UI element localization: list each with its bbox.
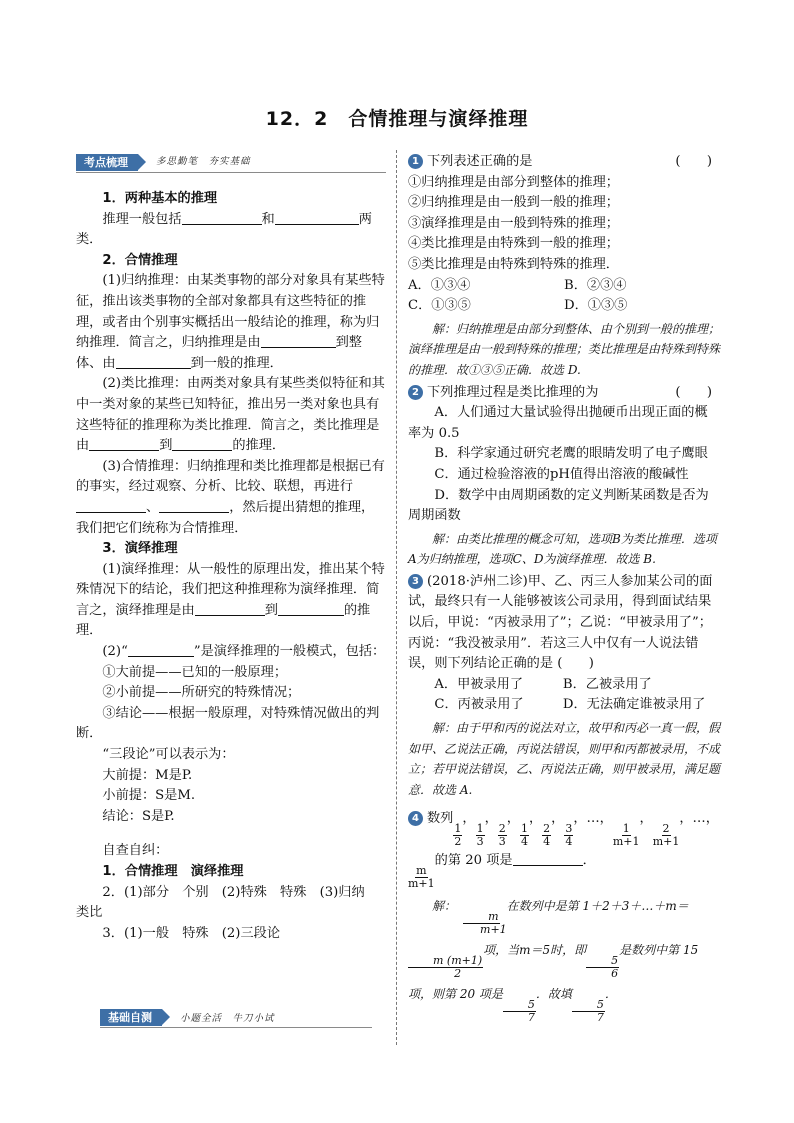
syllogism-line: 大前提：M是P. [102,767,193,783]
option-b: B．②③④ [564,277,627,293]
fraction: $\frac{m}{m+1}$ [456,911,507,936]
paragraph-induction: (1)归纳推理：由某类事物的部分对象具有某些特征，推出该类事物的全部对象都具有这些特征的推理，或者由个别事实概括出一般结论的推理，称为归纳推理．简言之，归纳推理是由 到整体、由 到一般的推理． [76,273,385,371]
self-check-answer: 2．(1)部分 个别 (2)特殊 特殊 (3)归纳 类比 [76,884,378,921]
list-item: ①归纳推理是由部分到整体的推理； [408,174,619,190]
sequence-term: $\frac{3}{4}$ [565,822,573,849]
paragraph-analogy: (2)类比推理：由两类对象具有某些类似特征和其中一类对象的某些已知特征，推出另一类对象也具有这些特征的推理称为类比推理．简言之，类比推理是由 到 的推理． [76,376,385,454]
heading-plausible-reasoning: 2．合情推理 [102,252,178,268]
section-banner [76,152,386,173]
options-row [408,675,720,696]
option-c: C．丙被录用了 [434,697,524,713]
fraction: $\frac{m (m+1)}{2}$ [408,955,483,980]
banner-tag: 考点梳理 [76,154,138,171]
answer-blank [116,354,191,369]
solution-text: 解：由于甲和丙的说法对立，故甲和丙必一真一假，假如甲、乙说法正确，丙说法错误，则甲和丙都被录用，不成立；若甲说法错误，乙、丙说法正确，则甲被录用，满足题意．故选 A. [408,721,721,797]
answer-blank [172,436,232,451]
sequence-fractions: $\frac{1}{2}$ ， $\frac{1}{3}$ ， $\frac{2}{3}$ ， $\frac{1}{4}$ ， $\frac{2}{4}$ ， $\frac{3}{4}$ [454,811,573,849]
paragraph-continuation: 类． [76,232,103,248]
sequence-term: $\frac{2}{4}$ [543,822,551,849]
option-a: A．①③④ [408,277,471,293]
question-number-badge: 2 [408,385,423,400]
section-banner-basic-test [100,1007,372,1028]
banner-subtitle: 小题全活 牛刀小试 [180,1013,275,1024]
sequence-term: $\frac{2}{3}$ [498,822,506,849]
question-stem: (2018·泸州二诊)甲、乙、丙三人参加某公司的面试，最终只有一人能够被该公司录用，得到面试结果以后，甲说：“丙被录用了”；乙说：“甲被录用了”；丙说：“我没被录用”．若这三人中仅有一人说法错误，则下列结论正确的是 [408,573,713,672]
answer-bracket: ( ) [675,154,712,169]
question-number-badge: 1 [408,154,423,169]
answer-blank [159,498,229,513]
sequence-term: $\frac{1}{2}$ [454,822,462,849]
self-check-heading: 自查自纠： [102,843,169,859]
option-c: C．通过检验溶液的pH值得出溶液的酸碱性 [434,466,689,482]
syllogism-heading: “三段论”可以表示为： [102,747,235,763]
answer-blank [128,642,194,657]
fraction: $\frac{2}{m+1}$ [652,822,680,849]
column-divider [396,150,397,1045]
sequence-term: $\frac{1}{3}$ [476,822,484,849]
paragraph-syllogism-mode: (2)“ ”是演绎推理的一般模式，包括： [102,644,386,660]
answer-blank [89,436,159,451]
list-item: ⑤类比推理是由特殊到特殊的推理． [408,256,619,272]
option-b: B．乙被录用了 [562,676,652,692]
self-check-answer: 1．合情推理 演绎推理 [102,864,244,879]
fraction: $\frac{5}{7}$ [572,999,605,1024]
option-a: A．甲被录用了 [434,676,524,692]
syllogism-line: 小前提：S是M. [102,788,196,804]
option-b: B．科学家通过研究老鹰的眼睛发明了电子鹰眼 [434,446,708,462]
fraction: $\frac{5}{7}$ [503,999,536,1024]
answer-bracket: ( ) [675,384,712,400]
question-1 [408,152,720,381]
right-column [408,152,720,1026]
answer-blank [195,601,265,616]
banner-subtitle: 多思勤笔 夯实基础 [156,155,251,167]
fraction: $\frac{1}{m+1}$ [612,822,640,849]
left-column [76,152,386,944]
question-2 [408,383,720,570]
question-stem: 下列表述正确的是 [427,154,533,169]
answer-blank [513,851,583,866]
options-row [408,296,720,317]
question-number-badge: 3 [408,574,423,589]
solution-text: 解：由类比推理的概念可知，选项B为类比推理．选项A为归纳推理，选项C、D为演绎推理．故选 B. [408,531,717,567]
answer-blank [261,333,336,348]
banner-tag: 基础自测 [100,1009,162,1026]
question-stem: 下列推理过程是类比推理的为 [427,384,599,400]
paragraph-deduction: (1)演绎推理：从一般性的原理出发，推出某个特殊情况下的结论，我们把这种推理称为演绎推理．简言之，演绎推理是由 到 的推理． [76,561,385,639]
sequence-term: $\frac{1}{4}$ [520,822,528,849]
solution-text: 解：归纳推理是由部分到整体、由个别到一般的推理；演绎推理是由一般到特殊的推理；类比推理是由特殊到特殊的推理．故①③⑤正确．故选 D. [408,321,721,377]
page-title: 12．2 合情推理与演绎推理 [265,108,529,130]
option-d: D．无法确定谁被录用了 [562,697,706,713]
list-item: ②归纳推理是由一般到一般的推理； [408,195,619,211]
self-check-answer: 3．(1)一般 特殊 (2)三段论 [102,925,281,941]
fraction: $\frac{5}{6}$ [586,955,619,980]
syllogism-line: 结论：S是P. [102,808,175,824]
question-number-badge: 4 [408,811,423,826]
answer-blank [182,210,262,225]
option-d: D．数学中由周期函数的定义判断某函数是否为周期函数 [408,487,709,524]
option-c: C．①③⑤ [408,298,471,314]
options-row [408,695,720,716]
list-item: ②小前提——所研究的特殊情况； [102,685,301,701]
answer-bracket: ( ) [557,656,594,672]
fraction: $\frac{m}{m+1}$ [408,864,435,891]
question-4: 4 数列 $\frac{1}{2}$ ， $\frac{1}{3}$ ， $\frac{2}{3}$ ， $\frac{1}{4}$ ， $\frac{2}{4}$ ， $\frac{3}{4}$ ，…， $\frac{1}{m+1}$ ， $\frac{2}{m+1}$ ，…， $\frac{m}{m+1}$ 的第 20 项是 ． 解： $\frac{m}{m+1}$ 在数列中是第 1＋2＋3＋…＋m＝ $\frac{m (m+1)}{2}$ 项，当m＝5时，即 $\frac{5}{6}$ 是数列中第 15 项，则第 20 项是 $\frac{5}{7}$ ．故填 $\frac{5}{7}$ ． [408,811,719,1025]
solution-text: 解： $\frac{m}{m+1}$ 在数列中是第 1＋2＋3＋…＋m＝ $\frac{m (m+1)}{2}$ 项，当m＝5时，即 $\frac{5}{6}$ 是数列中第 15 项，则第 20 项是 $\frac{5}{7}$ ．故填 $\frac{5}{7}$ ． [408,899,699,1025]
heading-deductive-reasoning: 3．演绎推理 [102,541,178,557]
list-item: ④类比推理是由特殊到一般的推理； [408,236,619,252]
heading-basic-reasoning: 1．两种基本的推理 [102,191,218,206]
list-item: ③演绎推理是由一般到特殊的推理； [408,215,619,231]
option-d: D．①③⑤ [564,298,628,314]
list-item: ①大前提——已知的一般原理； [102,664,288,680]
paragraph-plausible: (3)合情推理：归纳推理和类比推理都是根据已有的事实，经过观察、分析、比较、联想，再进行、 ，然后提出猜想的推理，我们把它们统称为合情推理． [76,458,385,536]
answer-blank [76,498,146,513]
question-3 [408,572,720,801]
answer-blank [278,601,344,616]
list-item: ③结论——根据一般原理，对特殊情况做出的判断． [76,705,380,742]
options-row [408,276,720,297]
answer-blank [275,210,359,225]
option-a: A．人们通过大量试验得出抛硬币出现正面的概率为 0.5 [408,405,708,441]
paragraph-two-types: 推理一般包括 和 两 [102,211,372,227]
